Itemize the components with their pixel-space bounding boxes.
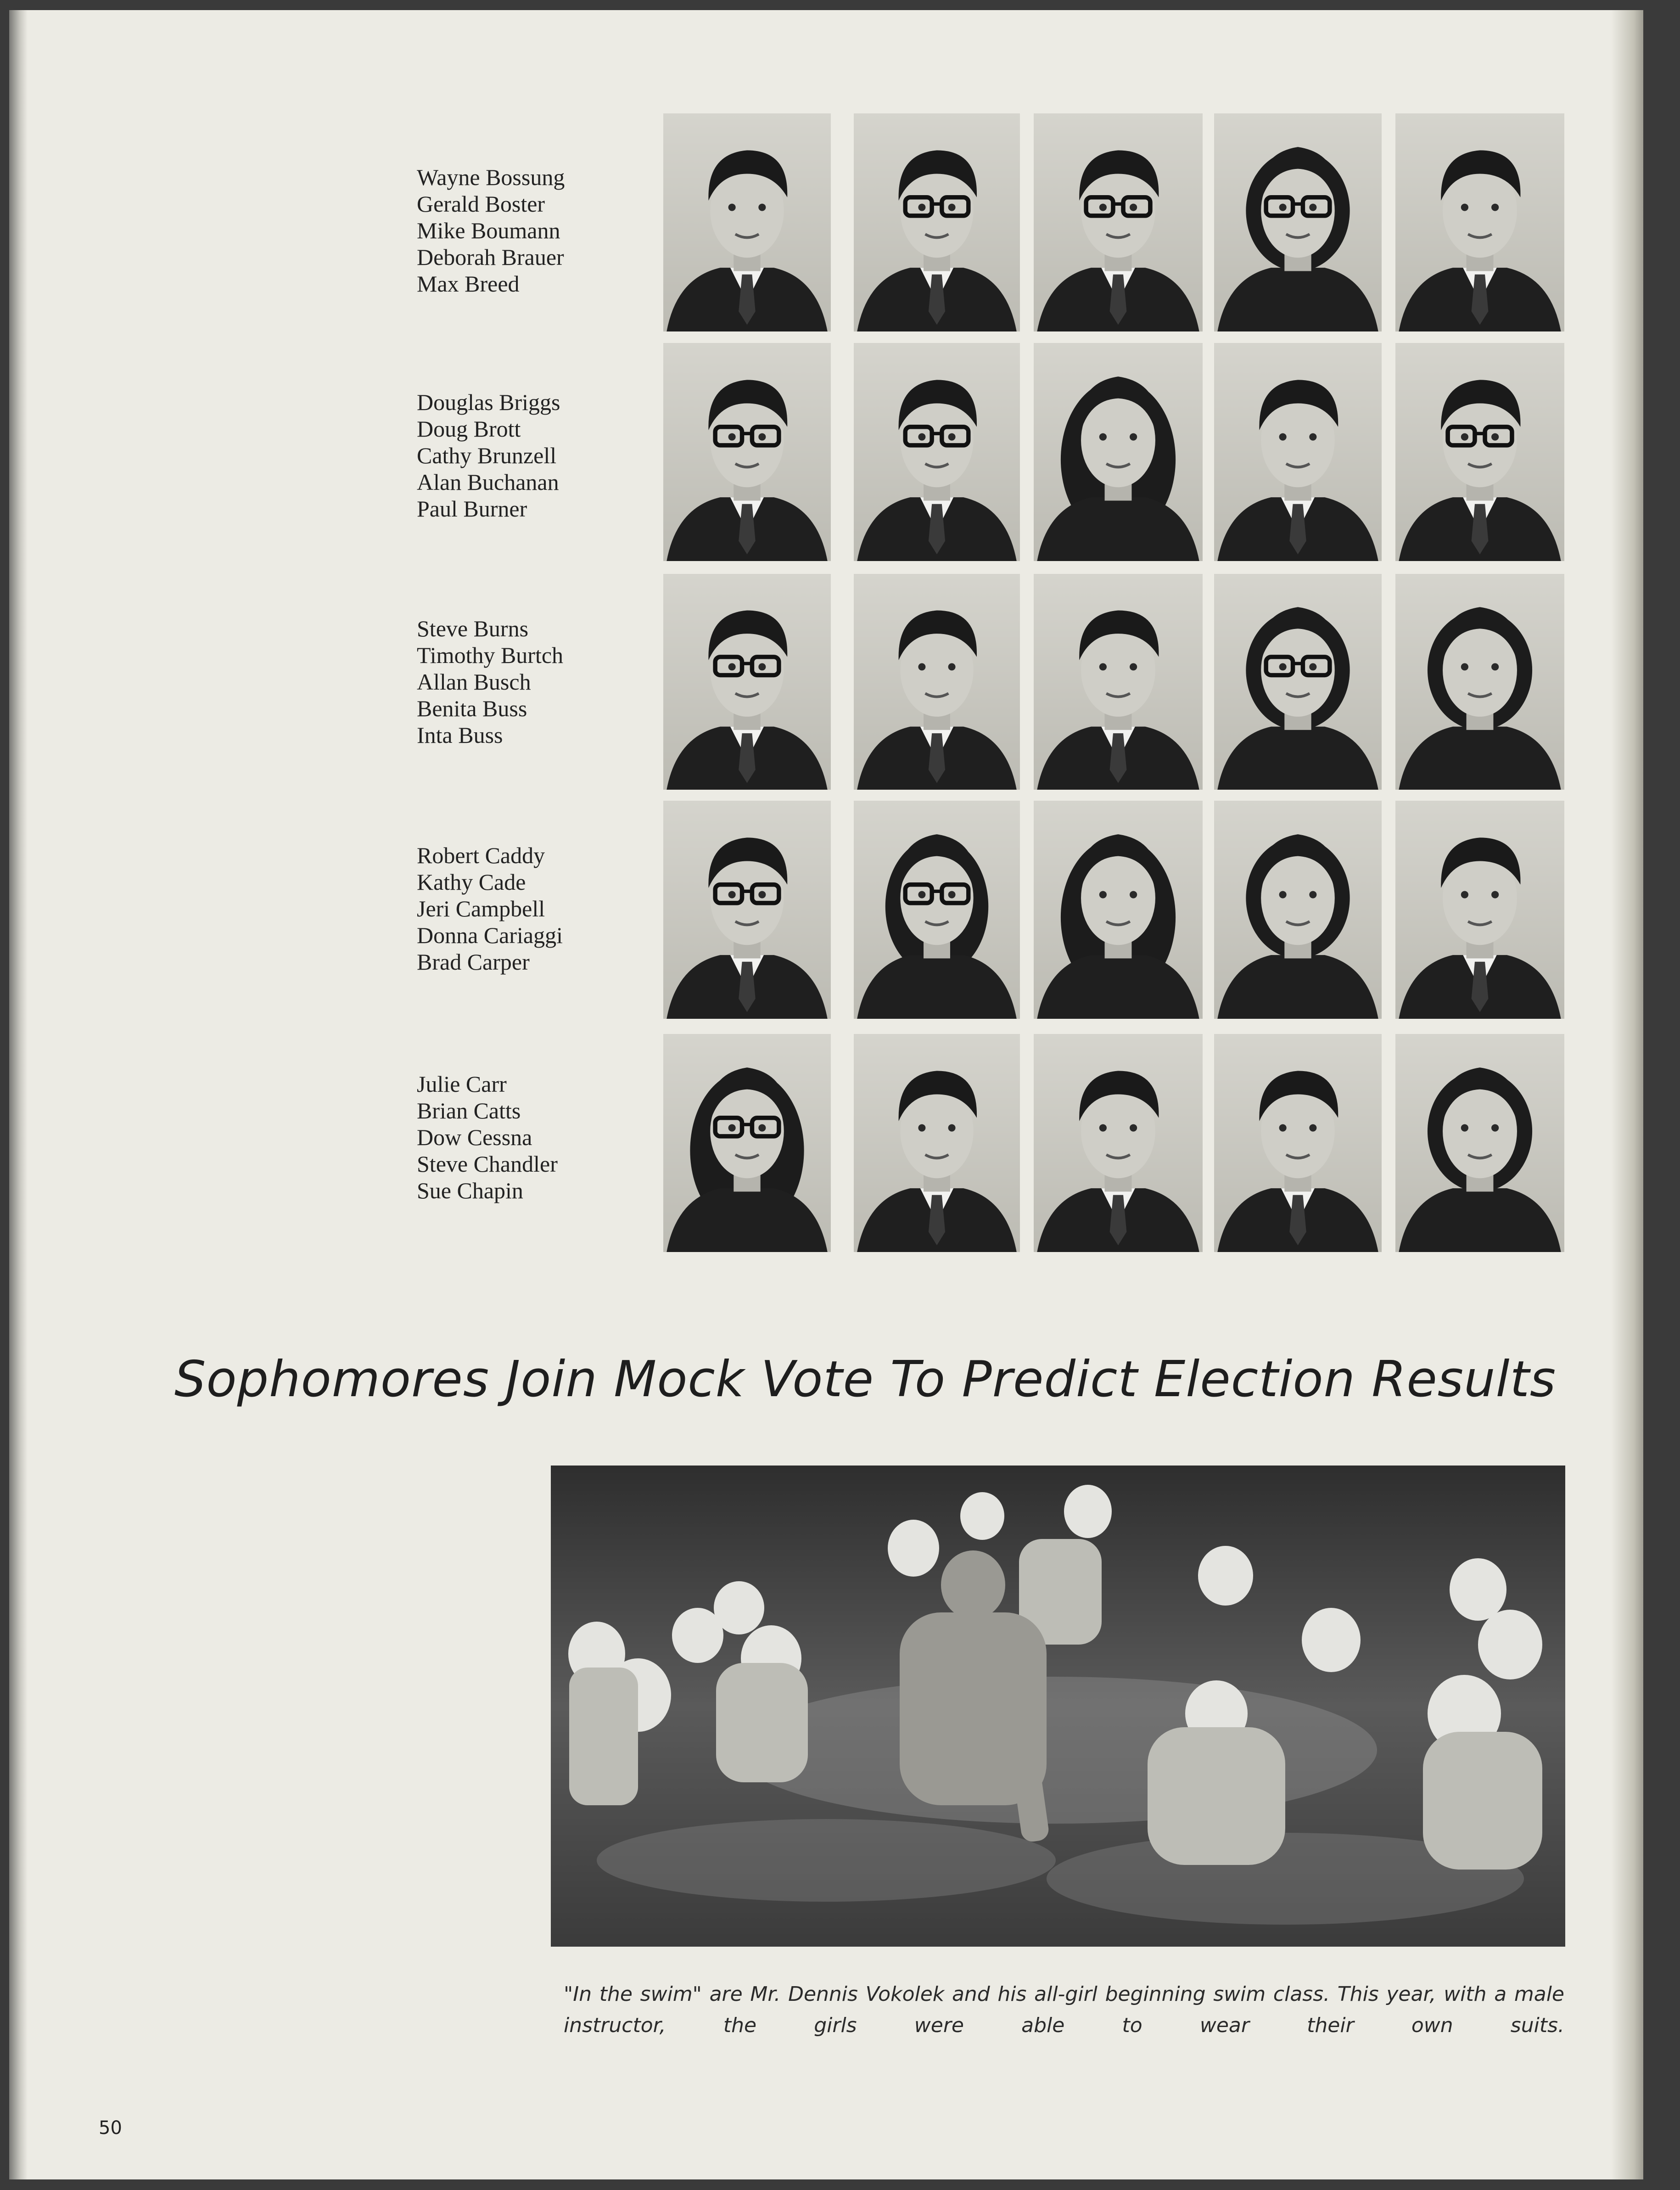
student-name: Doug Brott bbox=[417, 416, 521, 442]
student-portrait bbox=[663, 1034, 831, 1252]
student-portrait bbox=[1214, 343, 1382, 561]
student-name: Sue Chapin bbox=[417, 1178, 523, 1203]
student-name: Dow Cessna bbox=[417, 1124, 532, 1150]
student-portrait bbox=[1395, 113, 1564, 331]
student-name: Robert Caddy bbox=[417, 842, 545, 868]
student-name: Donna Cariaggi bbox=[417, 922, 563, 948]
student-name: Alan Buchanan bbox=[417, 469, 559, 495]
page-number: 50 bbox=[99, 2117, 122, 2139]
student-name: Benita Buss bbox=[417, 696, 527, 721]
photo-caption: "In the swim" are Mr. Dennis Vokolek and his all-girl beginning swim class. This year, with a male instructor, the girls were able to wear their own suits. bbox=[564, 1982, 1564, 2037]
student-portrait bbox=[1034, 801, 1203, 1019]
student-name: Douglas Briggs bbox=[417, 389, 560, 415]
student-name: Julie Carr bbox=[417, 1071, 507, 1097]
student-portrait bbox=[854, 574, 1020, 790]
student-portrait bbox=[663, 574, 831, 790]
student-portrait bbox=[1034, 1034, 1203, 1252]
student-portrait bbox=[1034, 574, 1203, 790]
student-name: Brad Carper bbox=[417, 949, 530, 975]
student-name: Steve Chandler bbox=[417, 1151, 558, 1177]
student-name: Brian Catts bbox=[417, 1098, 521, 1123]
name-list-row-5 bbox=[417, 1071, 655, 1204]
name-list-row-3 bbox=[417, 615, 655, 748]
swim-class-photo bbox=[551, 1466, 1565, 1947]
student-name: Kathy Cade bbox=[417, 869, 526, 895]
student-portrait bbox=[663, 801, 831, 1019]
student-name: Paul Burner bbox=[417, 496, 527, 522]
student-portrait bbox=[663, 113, 831, 331]
student-name: Max Breed bbox=[417, 271, 520, 297]
student-portrait bbox=[854, 801, 1020, 1019]
student-portrait bbox=[1395, 343, 1564, 561]
student-portrait bbox=[663, 343, 831, 561]
student-portrait bbox=[1214, 801, 1382, 1019]
student-name: Allan Busch bbox=[417, 669, 531, 695]
name-list-row-2 bbox=[417, 389, 655, 522]
student-portrait bbox=[1034, 113, 1203, 331]
student-portrait bbox=[1395, 1034, 1564, 1252]
student-portrait bbox=[854, 343, 1020, 561]
student-name: Jeri Campbell bbox=[417, 896, 545, 921]
student-name: Gerald Boster bbox=[417, 191, 545, 217]
student-name: Inta Buss bbox=[417, 722, 503, 748]
student-portrait bbox=[1395, 574, 1564, 790]
student-portrait bbox=[854, 1034, 1020, 1252]
student-name: Timothy Burtch bbox=[417, 642, 564, 668]
student-portrait bbox=[1395, 801, 1564, 1019]
page-headline: Sophomores Join Mock Vote To Predict Election Results bbox=[174, 1351, 1557, 1408]
student-name: Steve Burns bbox=[417, 616, 529, 641]
student-name: Wayne Bossung bbox=[417, 164, 565, 190]
name-list-row-1 bbox=[417, 164, 655, 297]
student-portrait bbox=[854, 113, 1020, 331]
student-name: Cathy Brunzell bbox=[417, 443, 557, 468]
student-portrait bbox=[1034, 343, 1203, 561]
name-list-row-4 bbox=[417, 842, 655, 975]
yearbook-page bbox=[9, 10, 1643, 2179]
page-binding bbox=[9, 10, 28, 2179]
student-name: Deborah Brauer bbox=[417, 244, 564, 270]
student-name: Mike Boumann bbox=[417, 218, 560, 243]
student-portrait bbox=[1214, 113, 1382, 331]
student-portrait bbox=[1214, 1034, 1382, 1252]
student-portrait bbox=[1214, 574, 1382, 790]
page-edge bbox=[1611, 10, 1643, 2179]
